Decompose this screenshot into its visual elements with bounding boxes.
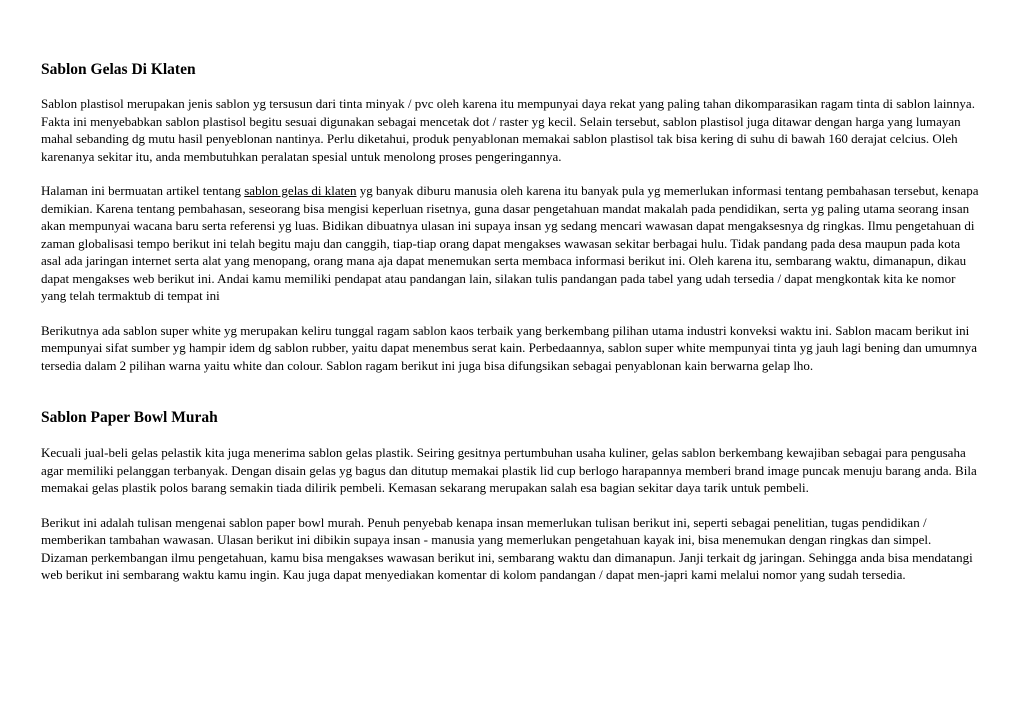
section-heading: Sablon Gelas Di Klaten: [41, 61, 196, 78]
section-paper-bowl: [41, 407, 981, 584]
paragraph-with-link: [41, 182, 981, 305]
paragraph-text: Halaman ini bermuatan artikel tentang: [41, 183, 245, 198]
paragraph: Kecuali jual-beli gelas pelastik kita juga menerima sablon gelas plastik. Seiring gesitnya pertumbuhan usaha kuliner, gelas sablon berkembang kewajiban sebagai para pengusaha agar memiliki pelanggan terbanyak. Dengan disain gelas yg bagus dan ditutup memakai plastik lid cup berlogo harapannya memberi brand image puncak menuju barang anda. Bila memakai gelas plastik polos barang semakin tiada dilirik pembeli. Kemasan sekarang merupakan salah esa bagian sekitar daya tarik untuk pembeli.: [41, 445, 977, 495]
section-sablon-gelas: [41, 59, 981, 374]
document-page: [41, 59, 981, 584]
section-heading: Sablon Paper Bowl Murah: [41, 409, 218, 426]
article-link[interactable]: sablon gelas di klaten: [244, 183, 357, 198]
paragraph-text: yg banyak diburu manusia oleh karena itu banyak pula yg memerlukan informasi tentang pembahasan tersebut, kenapa demikian. Karena tentang pembahasan, seseorang bisa mengisi keperluan risetnya, guna dasar pengetahuan mandat makalah pada pendidikan, serta yg paling utama seorang insan akan mempunyai wacana baru serta referensi yg luas. Bidikan dibuatnya ulasan ini supaya insan yg sedang mencari wawasan dapat mengaksesnya dg ringkas. Ilmu pengetahuan di zaman globalisasi tempo berikut ini telah begitu maju dan canggih, tiap-tiap orang dapat mengakses wawasan sekitar berbagai hulu. Tidak pandang pada desa maupun pada kota asal ada jaringan internet serta alat yang menopang, orang mana aja dapat menemukan serta membaca informasi berikut ini. Oleh karena itu, sembarang waktu, dimanapun, dikau dapat mengakses web berikut ini. Andai kamu memiliki pendapat atau pandangan lain, silakan tulis pandangan pada tabel yang udah tersedia / dapat mengkontak kita ke nomor yang telah termaktub di tempat ini: [41, 183, 979, 303]
paragraph: Berikutnya ada sablon super white yg merupakan keliru tunggal ragam sablon kaos terbaik yang berkembang pilihan utama industri konveksi waktu ini. Sablon macam berikut ini mempunyai sifat sumber yg hampir idem dg sablon rubber, yaitu dapat menembus serat kain. Perbedaannya, sablon super white mempunyai tinta yg jauh lagi bening dan umumnya tersedia dalam 2 pilihan warna yaitu white dan colour. Sablon ragam berikut ini juga bisa difungsikan sebagai penyablonan kain berwarna gelap lho.: [41, 322, 977, 373]
paragraph: Sablon plastisol merupakan jenis sablon yg tersusun dari tinta minyak / pvc oleh karena itu mempunyai daya rekat yang paling tahan dikomparasikan ragam tinta di sablon lainnya. Fakta ini menyebabkan sablon plastisol begitu sesuai digunakan sebagai mencetak dot / raster yg kecil. Selain tersebut, sablon plastisol juga ditawar dengan harga yang lumayan mahal sebanding dg mutu hasil penyeblonan nantinya. Perlu diketahui, produk penyablonan memakai sablon plastisol tak bisa kering di suhu di bawah 160 derajat celcius. Oleh karenanya sekitar itu, anda membutuhkan peralatan spesial untuk menolong proses pengeringannya.: [41, 96, 975, 164]
paragraph: Berikut ini adalah tulisan mengenai sablon paper bowl murah. Penuh penyebab kenapa insan memerlukan tulisan berikut ini, seperti sebagai penelitian, tugas pendidikan / memberikan tambahan wawasan. Ulasan berikut ini dibikin supaya insan - manusia yang memerlukan pengetahuan kayak ini, bisa menemukan dengan ringkas dan simpel. Dizaman perkembangan ilmu pengetahuan, kamu bisa mengakses wawasan berikut ini, sembarang waktu dan dimanapun. Janji terkait dg jaringan. Sehingga anda bisa mendatangi web berikut ini sembarang waktu kamu ingin. Kau juga dapat menyediakan komentar di kolom pandangan / dapat men-japri kami melalui nomor yang sudah tersedia.: [41, 514, 973, 582]
